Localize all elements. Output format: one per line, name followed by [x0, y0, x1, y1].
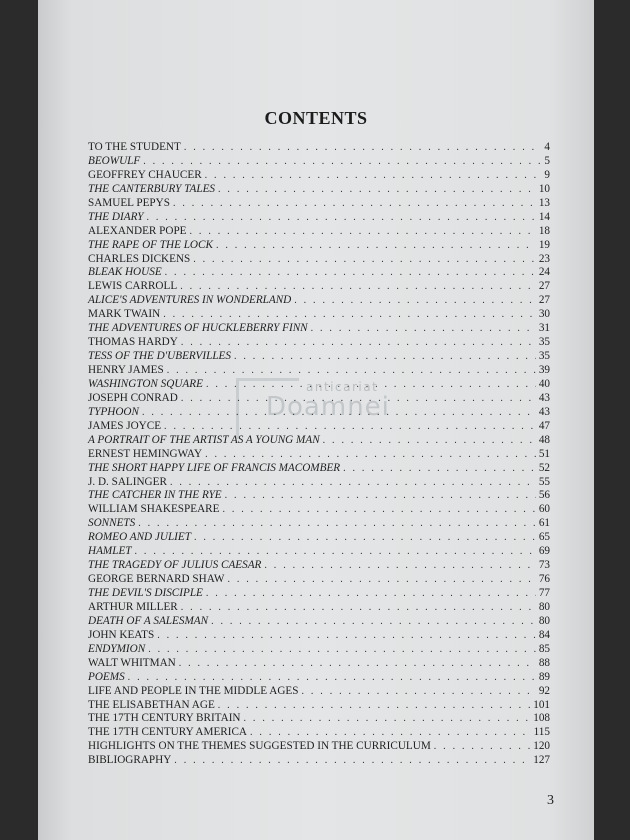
toc-entry [88, 336, 550, 350]
toc-leader [225, 490, 536, 501]
toc-page: 56 [538, 489, 550, 502]
toc-leader [244, 713, 531, 724]
page-number: 3 [547, 793, 554, 808]
toc-label: THE DIARY [88, 210, 144, 223]
toc-leader [157, 630, 536, 641]
toc-page: 73 [538, 559, 550, 572]
toc-entry [88, 434, 550, 448]
toc-label: WALT WHITMAN [88, 656, 176, 669]
toc-leader [128, 672, 536, 683]
toc-page: 65 [538, 531, 550, 544]
book-page [38, 0, 594, 840]
toc-page: 43 [538, 391, 550, 404]
toc-page: 31 [538, 322, 550, 335]
toc-entry [88, 685, 550, 699]
toc-page: 52 [538, 461, 550, 474]
toc-leader [190, 226, 536, 237]
toc-leader [311, 323, 536, 334]
toc-leader [180, 281, 536, 292]
toc-entry [88, 169, 550, 183]
toc-page: 23 [538, 252, 550, 265]
toc-page: 76 [538, 573, 550, 586]
toc-page: 120 [533, 740, 550, 753]
toc-leader [205, 170, 542, 181]
toc-page: 40 [538, 377, 550, 390]
toc-label: HENRY JAMES [88, 364, 164, 376]
toc-entry [88, 322, 550, 336]
toc-leader [179, 658, 536, 669]
toc-entry [88, 239, 550, 253]
toc-page: 30 [538, 308, 550, 321]
toc-leader [264, 560, 535, 571]
toc-entry [88, 531, 550, 545]
toc-label: THE TRAGEDY OF JULIUS CAESAR [88, 559, 262, 572]
toc-label: CHARLES DICKENS [88, 252, 191, 265]
toc-label: THE 17TH CENTURY AMERICA [88, 726, 248, 739]
toc-entry [88, 699, 550, 713]
toc-page: 48 [538, 433, 550, 446]
toc-page: 27 [538, 294, 550, 307]
toc-leader [294, 295, 536, 306]
toc-leader [205, 449, 536, 460]
toc-leader [143, 156, 541, 167]
toc-leader [163, 309, 536, 320]
toc-label: TO THE STUDENT [88, 141, 181, 153]
toc-page: 51 [538, 447, 550, 460]
toc-entry [88, 740, 550, 754]
toc-page: 92 [538, 684, 550, 697]
toc-label: THE 17TH CENTURY BRITAIN [88, 712, 241, 725]
toc-page: 4 [544, 141, 550, 153]
toc-leader [174, 755, 530, 766]
toc-entry [88, 657, 550, 671]
toc-entry [88, 420, 550, 434]
toc-page: 80 [538, 614, 550, 627]
toc-entry [88, 601, 550, 615]
toc-entry [88, 545, 550, 559]
toc-label: J. D. SALINGER [88, 475, 167, 488]
toc-label: JOHN KEATS [88, 628, 155, 641]
toc-leader [343, 463, 536, 474]
toc-label: THE DEVIL'S DISCIPLE [88, 587, 203, 599]
toc-leader [206, 379, 536, 390]
toc-label: THOMAS HARDY [88, 336, 178, 349]
toc-leader [206, 588, 536, 599]
toc-label: A PORTRAIT OF THE ARTIST AS A YOUNG MAN [88, 433, 320, 446]
toc-entry [88, 183, 550, 197]
toc-entry [88, 587, 550, 601]
toc-entry [88, 573, 550, 587]
toc-leader [218, 184, 536, 195]
toc-entry [88, 392, 550, 406]
toc-page: 115 [533, 726, 550, 739]
toc-entry [88, 448, 550, 462]
toc-label: DEATH OF A SALESMAN [88, 614, 209, 627]
toc-page: 77 [538, 587, 550, 599]
toc-page: 127 [533, 754, 550, 767]
toc-entry [88, 754, 550, 768]
table-of-contents [88, 141, 550, 768]
toc-leader [218, 700, 530, 711]
toc-label: THE SHORT HAPPY LIFE OF FRANCIS MACOMBER [88, 461, 341, 474]
toc-label: LIFE AND PEOPLE IN THE MIDDLE AGES [88, 684, 299, 697]
toc-label: THE ELISABETHAN AGE [88, 698, 215, 711]
toc-label: HAMLET [88, 545, 132, 558]
toc-page: 5 [544, 154, 550, 167]
toc-label: ENDYMION [88, 642, 146, 655]
toc-entry [88, 350, 550, 364]
toc-leader [211, 616, 536, 627]
toc-label: SAMUEL PEPYS [88, 196, 170, 209]
toc-label: JOSEPH CONRAD [88, 391, 178, 404]
toc-entry [88, 225, 550, 239]
toc-page: 80 [538, 600, 550, 613]
toc-leader [173, 198, 536, 209]
toc-page: 69 [538, 545, 550, 558]
toc-label: MARK TWAIN [88, 308, 161, 321]
toc-entry [88, 155, 550, 169]
toc-label: THE CANTERBURY TALES [88, 182, 216, 195]
toc-leader [181, 393, 536, 404]
toc-page: 18 [538, 224, 550, 237]
toc-label: TYPHOON [88, 405, 139, 418]
toc-entry [88, 211, 550, 225]
toc-entry [88, 517, 550, 531]
toc-label: LEWIS CARROLL [88, 280, 178, 293]
toc-page: 85 [538, 642, 550, 655]
toc-leader [194, 532, 536, 543]
toc-entry [88, 559, 550, 573]
toc-entry [88, 378, 550, 392]
toc-label: SONNETS [88, 517, 136, 530]
toc-label: THE CATCHER IN THE RYE [88, 489, 222, 502]
toc-label: JAMES JOYCE [88, 419, 162, 432]
toc-label: BEOWULF [88, 154, 141, 167]
toc-leader [148, 644, 536, 655]
watermark-small-text: anticariat [306, 380, 379, 394]
toc-leader [302, 686, 536, 697]
toc-leader [434, 741, 530, 752]
toc-label: WILLIAM SHAKESPEARE [88, 503, 220, 516]
toc-label: TESS OF THE D'UBERVILLES [88, 350, 231, 363]
toc-leader [146, 212, 535, 223]
toc-entry [88, 462, 550, 476]
toc-label: HIGHLIGHTS ON THE THEMES SUGGESTED IN THE CURRICULUM [88, 740, 431, 753]
toc-label: THE ADVENTURES OF HUCKLEBERRY FINN [88, 322, 308, 335]
toc-page: 89 [538, 670, 550, 683]
toc-leader [222, 504, 535, 515]
toc-page: 47 [538, 419, 550, 432]
toc-page: 13 [538, 196, 550, 209]
toc-page: 9 [544, 168, 550, 181]
toc-label: ROMEO AND JULIET [88, 531, 191, 544]
toc-label: GEORGE BERNARD SHAW [88, 573, 225, 586]
toc-leader [181, 337, 536, 348]
toc-page: 60 [538, 503, 550, 516]
toc-page: 55 [538, 475, 550, 488]
toc-entry [88, 671, 550, 685]
toc-entry [88, 615, 550, 629]
toc-leader [170, 477, 536, 488]
toc-leader [234, 351, 536, 362]
toc-entry [88, 643, 550, 657]
toc-page: 27 [538, 280, 550, 293]
toc-leader [142, 407, 536, 418]
toc-entry [88, 294, 550, 308]
toc-label: ARTHUR MILLER [88, 600, 178, 613]
toc-page: 61 [538, 517, 550, 530]
toc-page: 84 [538, 628, 550, 641]
toc-leader [164, 421, 536, 432]
toc-leader [184, 142, 542, 153]
toc-leader [323, 435, 536, 446]
toc-entry [88, 726, 550, 740]
toc-label: THE RAPE OF THE LOCK [88, 238, 213, 251]
toc-leader [167, 365, 536, 376]
toc-label: BLEAK HOUSE [88, 266, 162, 279]
toc-entry [88, 629, 550, 643]
toc-page: 24 [538, 266, 550, 279]
toc-leader [138, 518, 536, 529]
toc-label: ERNEST HEMINGWAY [88, 447, 203, 460]
toc-page: 101 [533, 698, 550, 711]
toc-entry [88, 253, 550, 267]
toc-page: 35 [538, 336, 550, 349]
toc-entry [88, 266, 550, 280]
toc-page: 43 [538, 405, 550, 418]
toc-leader [216, 240, 536, 251]
toc-entry [88, 712, 550, 726]
toc-leader [165, 267, 536, 278]
page-title: CONTENTS [264, 108, 368, 128]
toc-page: 88 [538, 656, 550, 669]
toc-entry [88, 280, 550, 294]
toc-label: BIBLIOGRAPHY [88, 754, 172, 767]
toc-label: POEMS [88, 670, 125, 683]
toc-page: 14 [538, 210, 550, 223]
toc-entry [88, 476, 550, 490]
toc-label: WASHINGTON SQUARE [88, 377, 203, 390]
toc-page: 10 [538, 182, 550, 195]
toc-entry [88, 308, 550, 322]
toc-leader [181, 602, 536, 613]
toc-label: ALICE'S ADVENTURES IN WONDERLAND [88, 294, 292, 307]
toc-label: GEOFFREY CHAUCER [88, 168, 202, 181]
toc-entry [88, 141, 550, 155]
toc-entry [88, 197, 550, 211]
toc-label: ALEXANDER POPE [88, 224, 187, 237]
toc-leader [135, 546, 536, 557]
toc-leader [250, 727, 531, 738]
toc-page: 39 [538, 364, 550, 376]
watermark-big-text: Doamnei [266, 392, 390, 422]
toc-entry [88, 406, 550, 420]
toc-page: 108 [533, 712, 550, 725]
toc-leader [227, 574, 535, 585]
toc-leader [193, 254, 536, 265]
toc-page: 35 [538, 350, 550, 363]
toc-entry [88, 364, 550, 378]
toc-entry [88, 489, 550, 503]
toc-entry [88, 503, 550, 517]
toc-page: 19 [538, 238, 550, 251]
